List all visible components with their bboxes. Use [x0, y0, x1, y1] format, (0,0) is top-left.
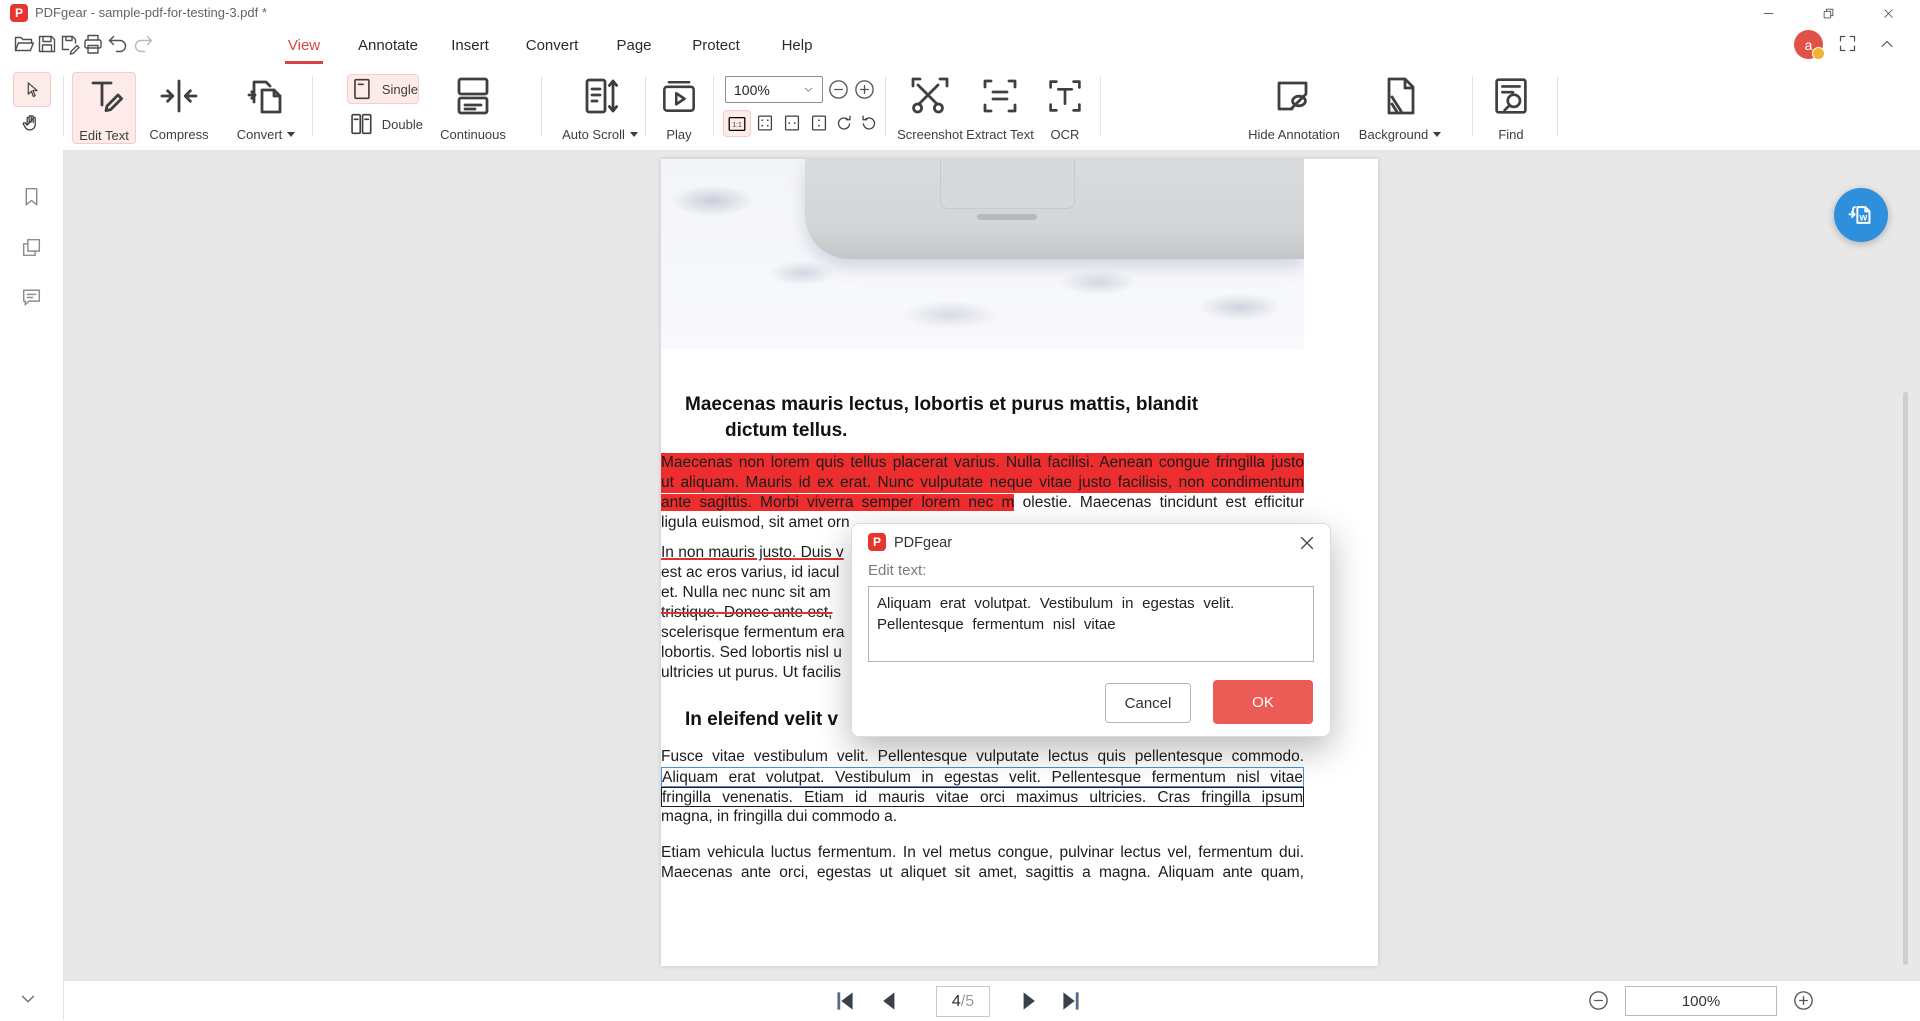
fullscreen-icon[interactable] [1837, 33, 1858, 54]
first-page-button[interactable] [832, 988, 858, 1014]
toolbar-divider [63, 76, 64, 136]
rotate-counterclockwise-button[interactable] [856, 110, 882, 135]
minimize-button[interactable] [1745, 0, 1791, 26]
extract-text-icon [960, 72, 1040, 120]
fit-height-button[interactable] [806, 110, 832, 135]
next-page-button[interactable] [1016, 988, 1042, 1014]
laptop-image [805, 159, 1304, 259]
tab-annotate[interactable]: Annotate [357, 37, 419, 54]
compress-button[interactable] [140, 72, 218, 142]
dropdown-caret-icon [1433, 132, 1441, 137]
select-tool-button[interactable] [13, 72, 51, 107]
screenshot-label: Screenshot [897, 127, 963, 142]
toolbar [0, 66, 1920, 151]
edit-text-label: Edit text: [868, 562, 927, 579]
convert-to-word-floating-button[interactable] [1834, 188, 1888, 242]
hand-tool-button[interactable] [20, 112, 42, 134]
sidebar-footer [0, 980, 64, 1020]
edit-text-button[interactable] [72, 72, 136, 144]
save-as-icon[interactable] [58, 32, 82, 56]
convert-label: Convert [236, 127, 283, 142]
textarea-line: Aliquam erat volutpat. Vestibulum in egestas velit. [877, 595, 1235, 612]
status-zoom-out-button[interactable] [1587, 989, 1610, 1012]
vertical-scrollbar[interactable] [1903, 392, 1908, 965]
hide-annotation-button[interactable] [1248, 72, 1340, 142]
toolbar-divider [645, 76, 646, 136]
doc-text-line: magna, in fringilla dui commodo a. [661, 808, 898, 825]
doc-text-line: lobortis. Sed lobortis nisl u [661, 644, 842, 661]
auto-scroll-icon [552, 72, 648, 120]
doc-text-line: scelerisque fermentum era [661, 624, 845, 641]
dialog-close-button[interactable] [1296, 532, 1318, 554]
doc-text-line: ligula euismod, sit amet orn [661, 514, 850, 531]
document-photo-marble-desk [661, 159, 1304, 349]
doc-paragraph-1 [661, 453, 1304, 533]
ok-button[interactable]: OK [1213, 680, 1313, 724]
bookmarks-panel-button[interactable] [19, 184, 44, 209]
laptop-hinge-notch [977, 214, 1037, 220]
active-tab-underline [285, 61, 323, 64]
compress-label: Compress [149, 127, 209, 142]
edit-text-textarea[interactable] [868, 586, 1314, 662]
doc-text-line: Maecenas ante orci, egestas ut aliquet sit amet, sagittis a magna. Aliquam ante quam, [661, 864, 1304, 881]
extract-text-button[interactable] [960, 72, 1040, 142]
actual-size-button[interactable] [723, 110, 751, 137]
chevron-down-icon [803, 84, 814, 95]
edit-text-dialog [851, 523, 1331, 737]
toolbar-divider [1472, 76, 1473, 136]
tab-view[interactable]: View [287, 37, 321, 54]
single-page-icon [348, 75, 376, 103]
toolbar-divider [1100, 76, 1101, 136]
doc-paragraph-4 [661, 843, 1304, 883]
last-page-button[interactable] [1058, 988, 1084, 1014]
doc-heading-1-line1: Maecenas mauris lectus, lobortis et purus mattis, blandit [685, 394, 1199, 415]
find-button[interactable] [1488, 72, 1534, 142]
select-arrow-icon [22, 80, 42, 100]
doc-heading-2: In eleifend velit v [685, 709, 839, 730]
screenshot-button[interactable] [893, 72, 967, 142]
left-sidebar [0, 150, 64, 1020]
thumbnails-panel-button[interactable] [19, 235, 44, 260]
word-convert-icon [1844, 198, 1878, 232]
auto-scroll-label: Auto Scroll [562, 127, 625, 142]
doc-text-line: et. Nulla nec nunc sit am [661, 584, 831, 601]
convert-button[interactable] [226, 72, 306, 142]
tab-page[interactable]: Page [616, 37, 652, 54]
dialog-title: PDFgear [894, 535, 953, 551]
double-label: Double [381, 116, 423, 132]
svg-text:1:1: 1:1 [732, 121, 742, 129]
edit-text-label: Edit Text [79, 128, 129, 143]
redo-icon[interactable] [131, 32, 155, 56]
ocr-label: OCR [1050, 127, 1080, 142]
zoom-out-button[interactable] [827, 78, 850, 101]
pdfgear-logo-icon: P [10, 4, 28, 22]
textarea-line: Pellentesque fermentum nisl vitae [877, 616, 1116, 633]
continuous-icon [428, 72, 518, 120]
toolbar-divider [885, 76, 886, 136]
selected-text-line-blue-box[interactable]: Aliquam erat volutpat. Vestibulum in egestas velit. Pellentesque fermentum nisl vitae [662, 769, 1303, 786]
zoom-value: 100% [734, 81, 770, 98]
tab-convert[interactable]: Convert [525, 37, 579, 54]
hide-annotation-label: Hide Annotation [1248, 127, 1340, 142]
play-icon [657, 72, 701, 120]
doc-paragraph-3 [661, 747, 1304, 827]
page-number-box[interactable] [936, 986, 990, 1017]
previous-page-button[interactable] [876, 988, 902, 1014]
find-icon [1488, 72, 1534, 120]
toolbar-divider [713, 76, 714, 136]
menu-row [0, 26, 1920, 66]
comments-panel-button[interactable] [19, 285, 44, 310]
print-icon[interactable] [81, 32, 105, 56]
undo-icon[interactable] [106, 32, 130, 56]
dropdown-caret-icon [630, 132, 638, 137]
double-page-button[interactable] [347, 110, 423, 138]
ocr-icon [1042, 72, 1088, 120]
single-page-button[interactable] [347, 74, 419, 104]
toolbar-divider [541, 76, 542, 136]
background-icon [1350, 72, 1450, 120]
hide-annotation-icon [1248, 72, 1340, 120]
doc-heading-1-line2: dictum tellus. [725, 420, 848, 441]
status-bar [64, 980, 1920, 1021]
play-button[interactable] [657, 72, 701, 142]
open-file-icon[interactable] [12, 32, 36, 56]
highlighted-line: ut aliquam. Mauris id ex erat. Nunc vulputate neque vitae justo facilisis, non condimentum [661, 474, 1304, 491]
find-label: Find [1498, 127, 1524, 142]
background-label: Background [1358, 127, 1429, 142]
comment-icon [19, 285, 44, 310]
highlighted-line: Maecenas non lorem quis tellus placerat varius. Nulla facilisi. Aenean congue fringilla justo [661, 454, 1304, 471]
extract-text-label: Extract Text [966, 127, 1034, 142]
fit-page-button[interactable] [752, 110, 778, 135]
continuous-button[interactable] [428, 72, 518, 142]
close-button[interactable] [1865, 0, 1911, 26]
partially-highlighted-line: ante sagittis. Morbi viverra semper lorem nec m olestie. Maecenas tincidunt est efficitur [661, 494, 1304, 511]
collapse-ribbon-chevron-icon[interactable] [1877, 34, 1897, 54]
background-button[interactable] [1350, 72, 1450, 142]
status-zoom-box[interactable] [1625, 986, 1777, 1016]
total-pages: /5 [960, 992, 975, 1010]
single-label: Single [381, 81, 418, 97]
compress-icon [140, 72, 218, 120]
title-bar [0, 0, 1920, 26]
screenshot-scissors-icon [893, 72, 967, 120]
doc-text-line: Fusce vitae vestibulum velit. Pellentesque vulputate lectus quis pellentesque commodo. [661, 748, 1304, 765]
status-zoom-value: 100% [1681, 992, 1721, 1010]
laptop-trackpad [940, 159, 1075, 209]
continuous-label: Continuous [440, 127, 506, 142]
doc-text-line: Etiam vehicula luctus fermentum. In vel metus congue, pulvinar lectus vel, fermentum dui. [661, 844, 1304, 861]
red-underlined-text: In non mauris justo. Duis v [661, 544, 844, 561]
thumbnails-icon [19, 235, 44, 260]
cancel-button[interactable]: Cancel [1105, 683, 1191, 723]
restore-button[interactable] [1805, 0, 1851, 26]
play-label: Play [666, 127, 692, 142]
status-zoom-in-button[interactable] [1792, 989, 1815, 1012]
save-icon[interactable] [35, 32, 59, 56]
tab-insert[interactable]: Insert [451, 37, 489, 54]
doc-text-line: ultricies ut purus. Ut facilis [661, 664, 842, 681]
dialog-logo-icon: P [868, 533, 886, 551]
edit-text-icon [73, 73, 135, 121]
window-title: PDFgear - sample-pdf-for-testing-3.pdf * [35, 5, 267, 20]
bookmark-icon [19, 184, 44, 209]
hand-icon [20, 112, 42, 134]
auto-scroll-button[interactable] [552, 72, 648, 142]
collapse-sidebar-chevron-icon[interactable] [17, 988, 39, 1010]
ocr-button[interactable] [1042, 72, 1088, 142]
double-page-icon [347, 110, 376, 138]
convert-pages-icon [226, 72, 306, 120]
zoom-select[interactable] [725, 76, 823, 103]
doc-text-line: est ac eros varius, id iacul [661, 564, 840, 581]
user-avatar[interactable]: a [1794, 30, 1823, 59]
selected-text-line-dark-box[interactable]: fringilla venenatis. Etiam id mauris vitae orci maximus ultricies. Cras fringilla ipsum [662, 789, 1303, 806]
red-strikethrough-text: tristique. Donec ante est, [661, 604, 833, 621]
fit-width-button[interactable] [779, 110, 805, 135]
toolbar-divider [1557, 76, 1558, 136]
avatar-badge [1812, 47, 1825, 60]
dropdown-caret-icon [287, 132, 295, 137]
svg-text:w: w [1859, 212, 1868, 224]
rotate-clockwise-button[interactable] [831, 110, 857, 135]
toolbar-divider [312, 76, 313, 136]
tab-help[interactable]: Help [781, 37, 813, 54]
tab-protect[interactable]: Protect [692, 37, 740, 54]
current-page: 4 [951, 992, 961, 1010]
zoom-in-button[interactable] [853, 78, 876, 101]
